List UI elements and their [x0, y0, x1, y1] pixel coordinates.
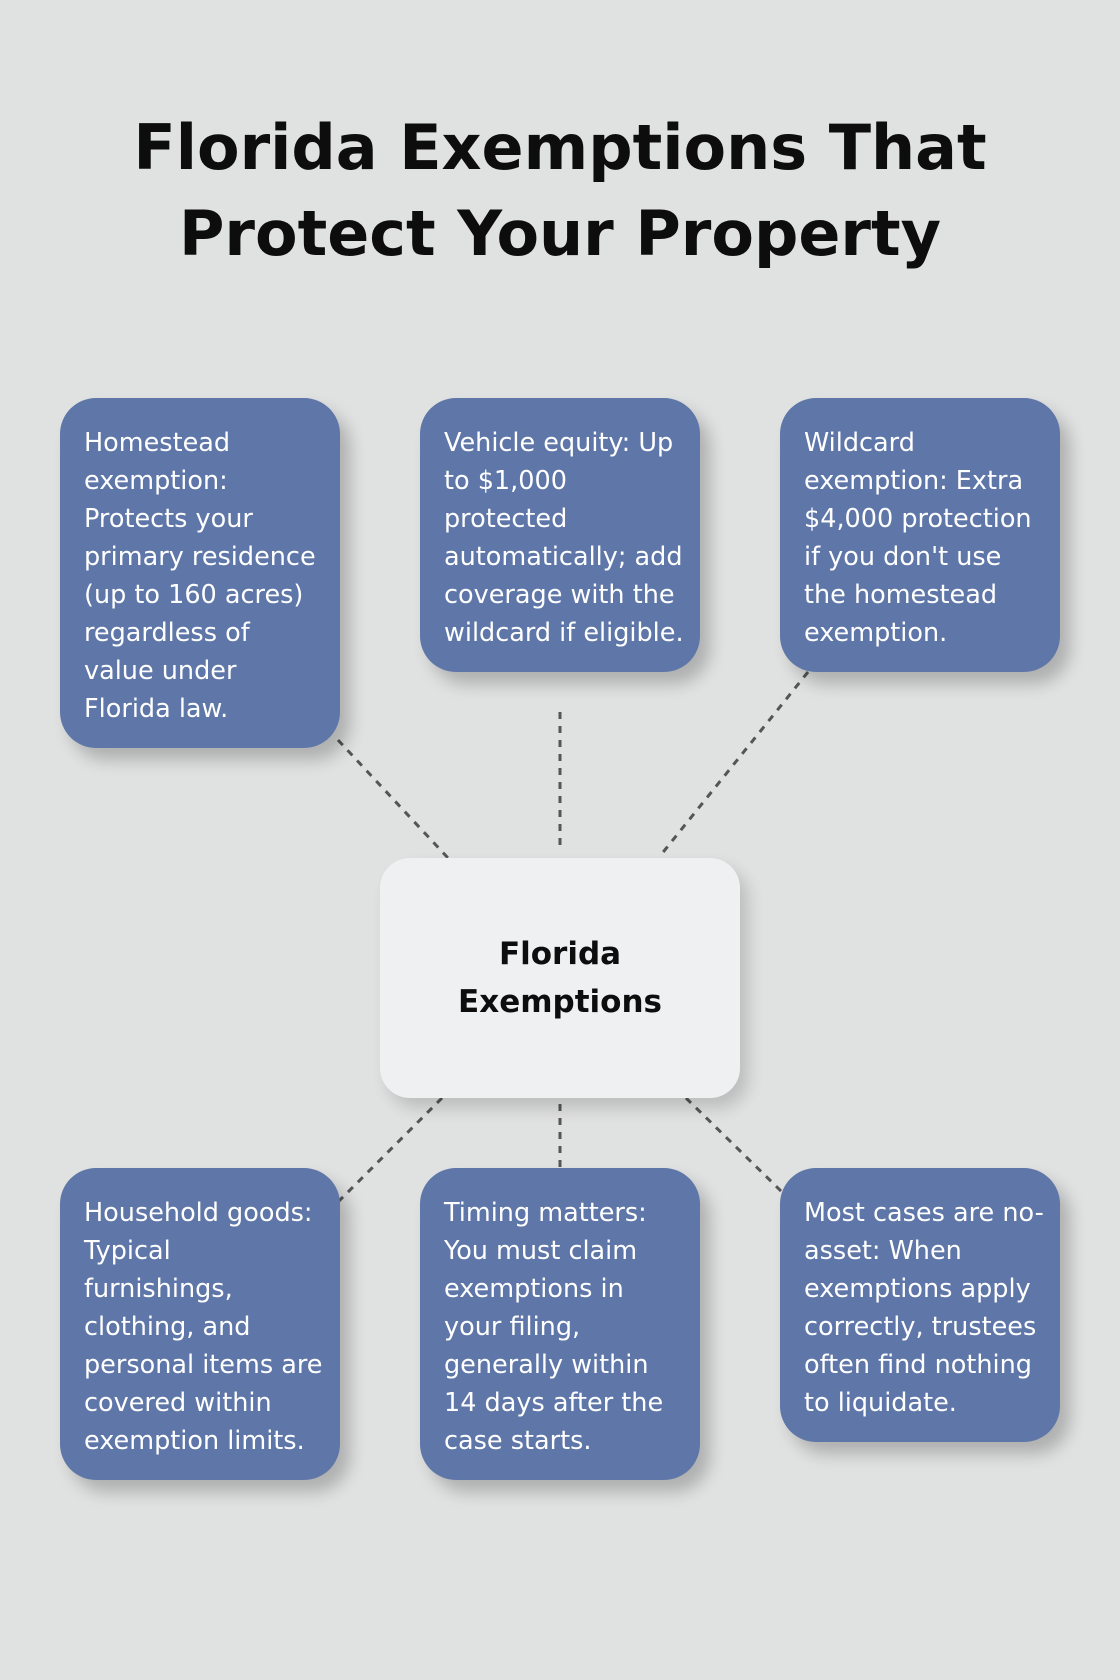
- card-no-asset-cases: Most cases are no-asset: When exemptions apply correctly, trustees often find nothing to liquidate.: [780, 1168, 1060, 1442]
- card-vehicle-equity: Vehicle equity: Up to $1,000 protected automatically; add coverage with the wildcard if eligible.: [420, 398, 700, 672]
- card-homestead-exemption: Homestead exemption: Protects your primary residence (up to 160 acres) regardless of value under Florida law.: [60, 398, 340, 748]
- connector-line-top-left: [338, 740, 448, 858]
- card-timing-matters: Timing matters: You must claim exemptions in your filing, generally within 14 days after the case starts.: [420, 1168, 700, 1480]
- center-node: [380, 858, 740, 1098]
- page-title: Florida Exemptions That Protect Your Property: [133, 111, 987, 270]
- center-node-label: Florida Exemptions: [458, 936, 662, 1020]
- connector-line-bottom-right: [686, 1098, 782, 1192]
- card-wildcard-exemption: Wildcard exemption: Extra $4,000 protection if you don't use the homestead exemption.: [780, 398, 1060, 672]
- connector-line-top-right: [660, 672, 808, 856]
- card-household-goods: Household goods: Typical furnishings, clothing, and personal items are covered within exemption limits.: [60, 1168, 340, 1480]
